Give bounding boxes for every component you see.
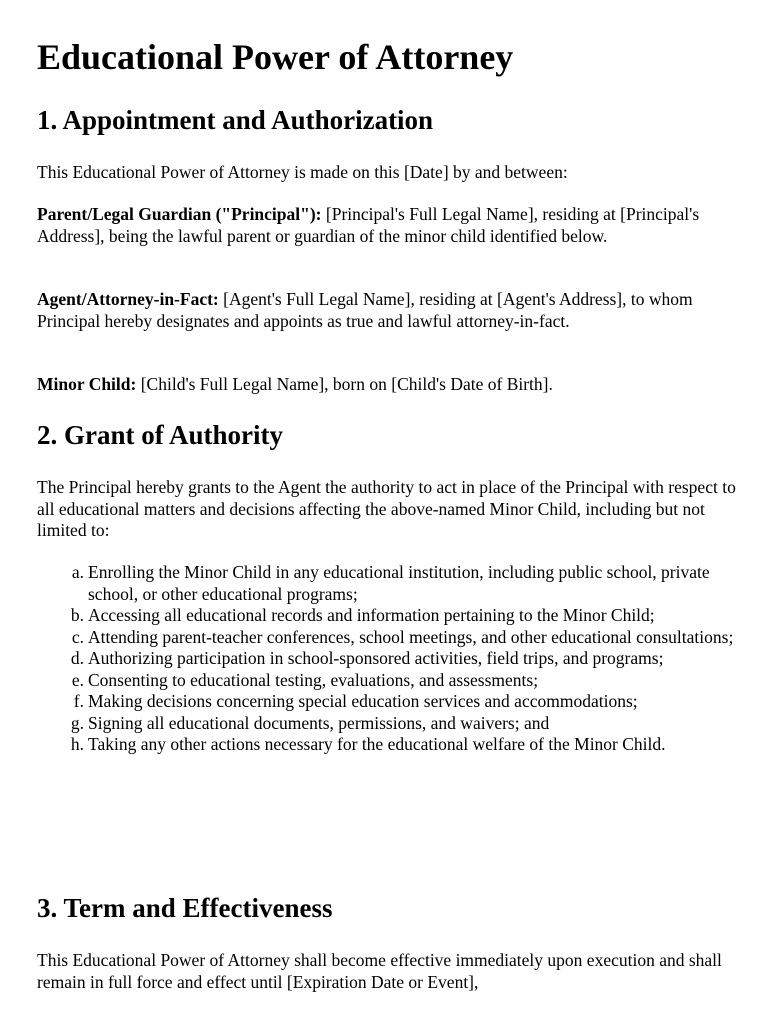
agent-label: Agent/Attorney-in-Fact: <box>37 289 219 309</box>
child-paragraph <box>37 374 737 396</box>
list-item <box>37 691 737 713</box>
list-item-text: Accessing all educational records and information pertaining to the Minor Child; <box>88 605 655 625</box>
section-2-heading: 2. Grant of Authority <box>37 420 283 450</box>
list-item <box>37 627 737 649</box>
list-marker: h. <box>70 734 84 754</box>
section-3-intro: This Educational Power of Attorney shall become effective immediately upon execution and shall remain in full force and effect until [Expiration Date or Event], <box>37 950 722 992</box>
list-item-text: Consenting to educational testing, evaluations, and assessments; <box>88 669 539 690</box>
list-item <box>37 562 737 605</box>
document-title: Educational Power of Attorney <box>37 37 514 77</box>
list-item-text: Making decisions concerning special education services and accommodations; <box>88 691 638 711</box>
principal-paragraph <box>37 204 737 247</box>
agent-text: [Agent's Full Legal Name], residing at [Agent's Address], to whom Principal hereby designates and appoints as true and lawful attorney-in-fact. <box>37 289 693 331</box>
section-3-heading: 3. Term and Effectiveness <box>37 893 333 923</box>
list-marker: e. <box>71 669 84 690</box>
list-item-text: Taking any other actions necessary for the educational welfare of the Minor Child. <box>88 734 666 754</box>
list-marker: b. <box>70 605 84 625</box>
list-item-text: Authorizing participation in school-sponsored activities, field trips, and programs; <box>88 648 664 668</box>
section-2-intro: The Principal hereby grants to the Agent the authority to act in place of the Principal with respect to all educational matters and decisions affecting the above-named Minor Child, including but not limited to: <box>37 477 736 540</box>
list-item-text: Signing all educational documents, permissions, and waivers; and <box>88 712 550 733</box>
list-item <box>37 648 737 670</box>
list-item-text: Enrolling the Minor Child in any educational institution, including public school, private school, or other educational programs; <box>88 562 710 604</box>
list-marker: f. <box>73 691 84 711</box>
list-marker: g. <box>70 712 84 733</box>
list-item <box>37 734 737 756</box>
list-item <box>37 713 737 735</box>
list-item <box>37 670 737 692</box>
section-1-intro: This Educational Power of Attorney is made on this [Date] by and between: <box>37 162 568 182</box>
list-item <box>37 605 737 627</box>
section-1-heading: 1. Appointment and Authorization <box>37 105 434 135</box>
list-item-text: Attending parent-teacher conferences, school meetings, and other educational consultations; <box>88 626 734 647</box>
child-label: Minor Child: <box>37 374 137 394</box>
principal-label: Parent/Legal Guardian ("Principal"): <box>37 204 322 224</box>
list-marker: c. <box>71 626 84 647</box>
list-marker: a. <box>71 562 84 582</box>
principal-text: [Principal's Full Legal Name], residing at [Principal's Address], being the lawful parent or guardian of the minor child identified below. <box>37 204 700 246</box>
child-text: [Child's Full Legal Name], born on [Child's Date of Birth]. <box>136 374 553 394</box>
agent-paragraph <box>37 289 737 332</box>
authority-list <box>37 562 737 756</box>
list-marker: d. <box>70 648 84 668</box>
